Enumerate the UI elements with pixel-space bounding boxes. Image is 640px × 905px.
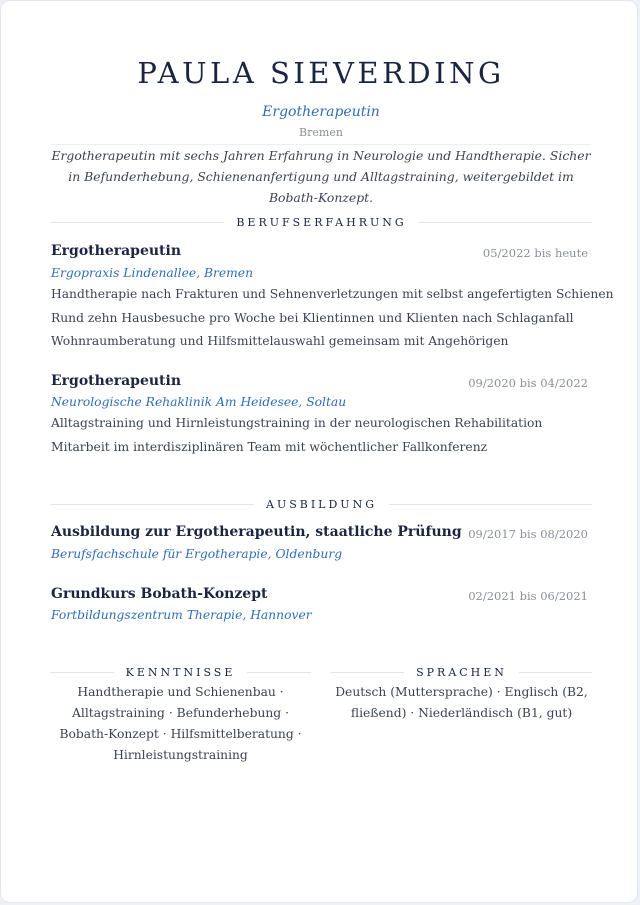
heading-rule-right: [419, 222, 592, 223]
education-date: 02/2021 bis 06/2021: [468, 589, 588, 603]
languages-list: Deutsch (Muttersprache) · Englisch (B2, fließend) · Niederländisch (B1, gut): [335, 685, 588, 720]
job-bullet: Rund zehn Hausbesuche pro Woche bei Klientinnen und Klienten nach Schlaganfall: [51, 311, 574, 325]
education-heading-label: AUSBILDUNG: [266, 497, 377, 511]
heading-rule-right: [519, 672, 592, 673]
heading-rule-left: [51, 222, 224, 223]
heading-rule-left: [331, 672, 404, 673]
candidate-location: Bremen: [299, 126, 343, 139]
experience-heading: [51, 215, 592, 229]
candidate-role: Ergotherapeutin: [262, 104, 380, 120]
education-title: Grundkurs Bobath-Konzept: [51, 586, 268, 602]
job-employer: Ergopraxis Lindenallee, Bremen: [51, 266, 254, 280]
languages-heading: [331, 665, 592, 679]
skills-heading: [50, 665, 311, 679]
job-date: 09/2020 bis 04/2022: [468, 376, 588, 390]
education-institution: Fortbildungszentrum Therapie, Hannover: [51, 608, 312, 622]
education-institution: Berufsfachschule für Ergotherapie, Oldenburg: [51, 547, 343, 561]
job-bullet: Mitarbeit im interdisziplinären Team mit wöchentlicher Fallkonferenz: [51, 440, 488, 454]
job-bullet: Handtherapie nach Frakturen und Sehnenverletzungen mit selbst angefertigten Schienen: [51, 287, 614, 301]
education-heading: [51, 497, 592, 511]
experience-heading-label: BERUFSERFAHRUNG: [236, 215, 407, 229]
job-employer: Neurologische Rehaklinik Am Heidesee, Soltau: [51, 395, 347, 409]
skills-heading-label: KENNTNISSE: [125, 665, 236, 679]
job-bullet: Alltagstraining und Hirnleistungstraining in der neurologischen Rehabilitation: [51, 416, 543, 430]
job-bullet: Wohnraumberatung und Hilfsmittelauswahl gemeinsam mit Angehörigen: [51, 334, 509, 348]
job-title: Ergotherapeutin: [51, 373, 182, 389]
job-date: 05/2022 bis heute: [482, 246, 588, 260]
skills-list: Handtherapie und Schienenbau · Alltagstraining · Befunderhebung · Bobath-Konzept · Hilfsmittelberatung · Hirnleistungstraining: [59, 685, 302, 762]
heading-rule-right: [389, 504, 592, 505]
heading-rule-right: [247, 672, 311, 673]
heading-rule-left: [50, 672, 114, 673]
heading-rule-left: [51, 504, 254, 505]
job-title: Ergotherapeutin: [51, 243, 182, 259]
candidate-name: PAULA SIEVERDING: [137, 56, 505, 90]
languages-heading-label: SPRACHEN: [416, 665, 507, 679]
education-title: Ausbildung zur Ergotherapeutin, staatliche Prüfung: [51, 524, 462, 540]
profile-summary: Ergotherapeutin mit sechs Jahren Erfahrung in Neurologie und Handtherapie. Sicher in Befunderhebung, Schienenanfertigung und Alltagstraining, weitergebildet im Bobath-Konzept.: [51, 148, 591, 205]
education-date: 09/2017 bis 08/2020: [468, 527, 588, 541]
